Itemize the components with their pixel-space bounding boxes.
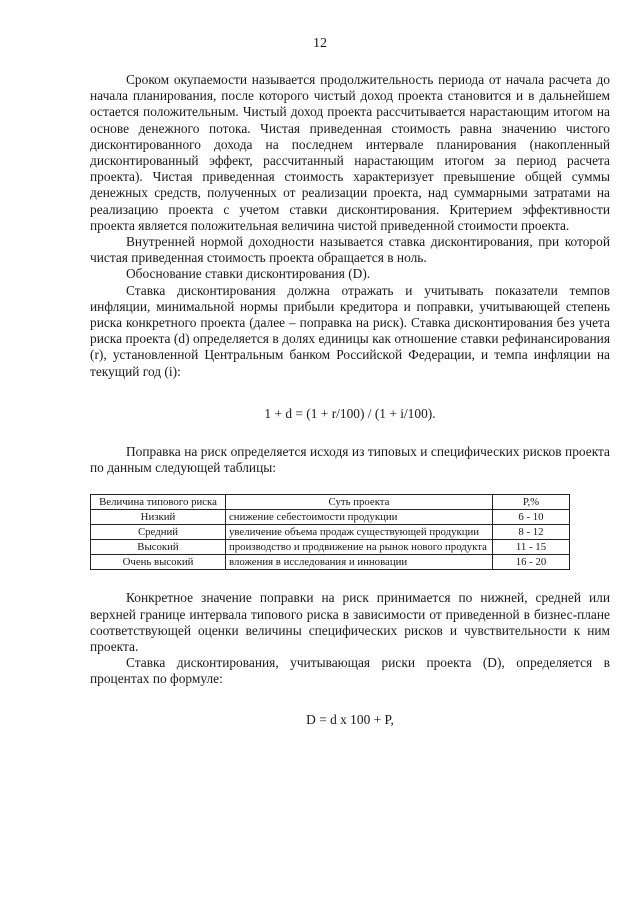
paragraph-payback-period: Сроком окупаемости называется продолжительность периода от начала расчета до начала планирования, после которого чистый доход проекта становится и в дальнейшем остается положительным. Чистый доход проекта рассчитывается нарастающим итогом на основе денежного потока. Чистая приведенная стоимость равна значению чистого дисконтированного дохода на последнем интервале планирования (накопленный дисконтированный эффект, рассчитанный нарастающим итогом за период расчета проекта). Чистая приведенная стоимость характеризует превышение общей суммы денежных средств, полученных от реализации проекта, над суммарными затратами на реализацию проекта с учетом ставки дисконтирования. Критерием эффективности проекта является положительная величина чистой приведенной стоимости проекта. — [90, 72, 610, 233]
paragraph-formula-intro: Ставка дисконтирования, учитывающая риски проекта (D), определяется в процентах по формуле: — [90, 655, 610, 687]
table-header-row — [91, 495, 570, 510]
table-cell-essence: снижение себестоимости продукции — [226, 510, 493, 525]
table-cell-risk-level: Низкий — [91, 510, 226, 525]
table-row — [91, 510, 570, 525]
paragraph-table-intro: Поправка на риск определяется исходя из типовых и специфических рисков проекта по данным следующей таблицы: — [90, 444, 610, 476]
paragraph-discount-rate: Ставка дисконтирования должна отражать и учитывать показатели темпов инфляции, минимальной нормы прибыли кредитора и поправки, учитывающей степень риска конкретного проекта (далее – поправка на риск). Ставка дисконтирования без учета риска проекта (d) определяется в долях единицы как отношение ставки рефинансирования (r), установленной Центральным банком Российской Федерации, и темпа инфляции на текущий год (i): — [90, 282, 610, 379]
formula-discount-with-risk: D = d x 100 + P, — [306, 711, 394, 727]
paragraph-discount-heading: Обоснование ставки дисконтирования (D). — [126, 266, 371, 282]
table-row — [91, 540, 570, 555]
table-row — [91, 555, 570, 570]
paragraph-risk-value: Конкретное значение поправки на риск принимается по нижней, средней или верхней границе интервала типового риска в зависимости от приведенной в бизнес-плане соответствующей оценки величины специфических рисков и чувствительности к ним проекта. — [90, 590, 610, 655]
table-cell-p: 16 - 20 — [493, 555, 570, 570]
table-row — [91, 525, 570, 540]
document-body — [90, 72, 610, 728]
table-cell-p: 11 - 15 — [493, 540, 570, 555]
risk-table — [90, 494, 570, 570]
table-cell-essence: вложения в исследования и инновации — [226, 555, 493, 570]
table-cell-risk-level: Средний — [91, 525, 226, 540]
table-cell-risk-level: Высокий — [91, 540, 226, 555]
table-cell-p: 6 - 10 — [493, 510, 570, 525]
table-header-risk-level: Величина типового риска — [91, 495, 226, 510]
page-number: 12 — [313, 36, 327, 51]
table-header-project-essence: Суть проекта — [226, 495, 493, 510]
formula-discount-rate: 1 + d = (1 + r/100) / (1 + i/100). — [264, 405, 436, 421]
table-cell-p: 8 - 12 — [493, 525, 570, 540]
table-cell-risk-level: Очень высокий — [91, 555, 226, 570]
table-cell-essence: увеличение объема продаж существующей продукции — [226, 525, 493, 540]
table-header-p-percent: Р,% — [493, 495, 570, 510]
paragraph-irr: Внутренней нормой доходности называется ставка дисконтирования, при которой чистая приведенная стоимость проекта обращается в ноль. — [90, 234, 610, 266]
table-cell-essence: производство и продвижение на рынок нового продукта — [226, 540, 493, 555]
